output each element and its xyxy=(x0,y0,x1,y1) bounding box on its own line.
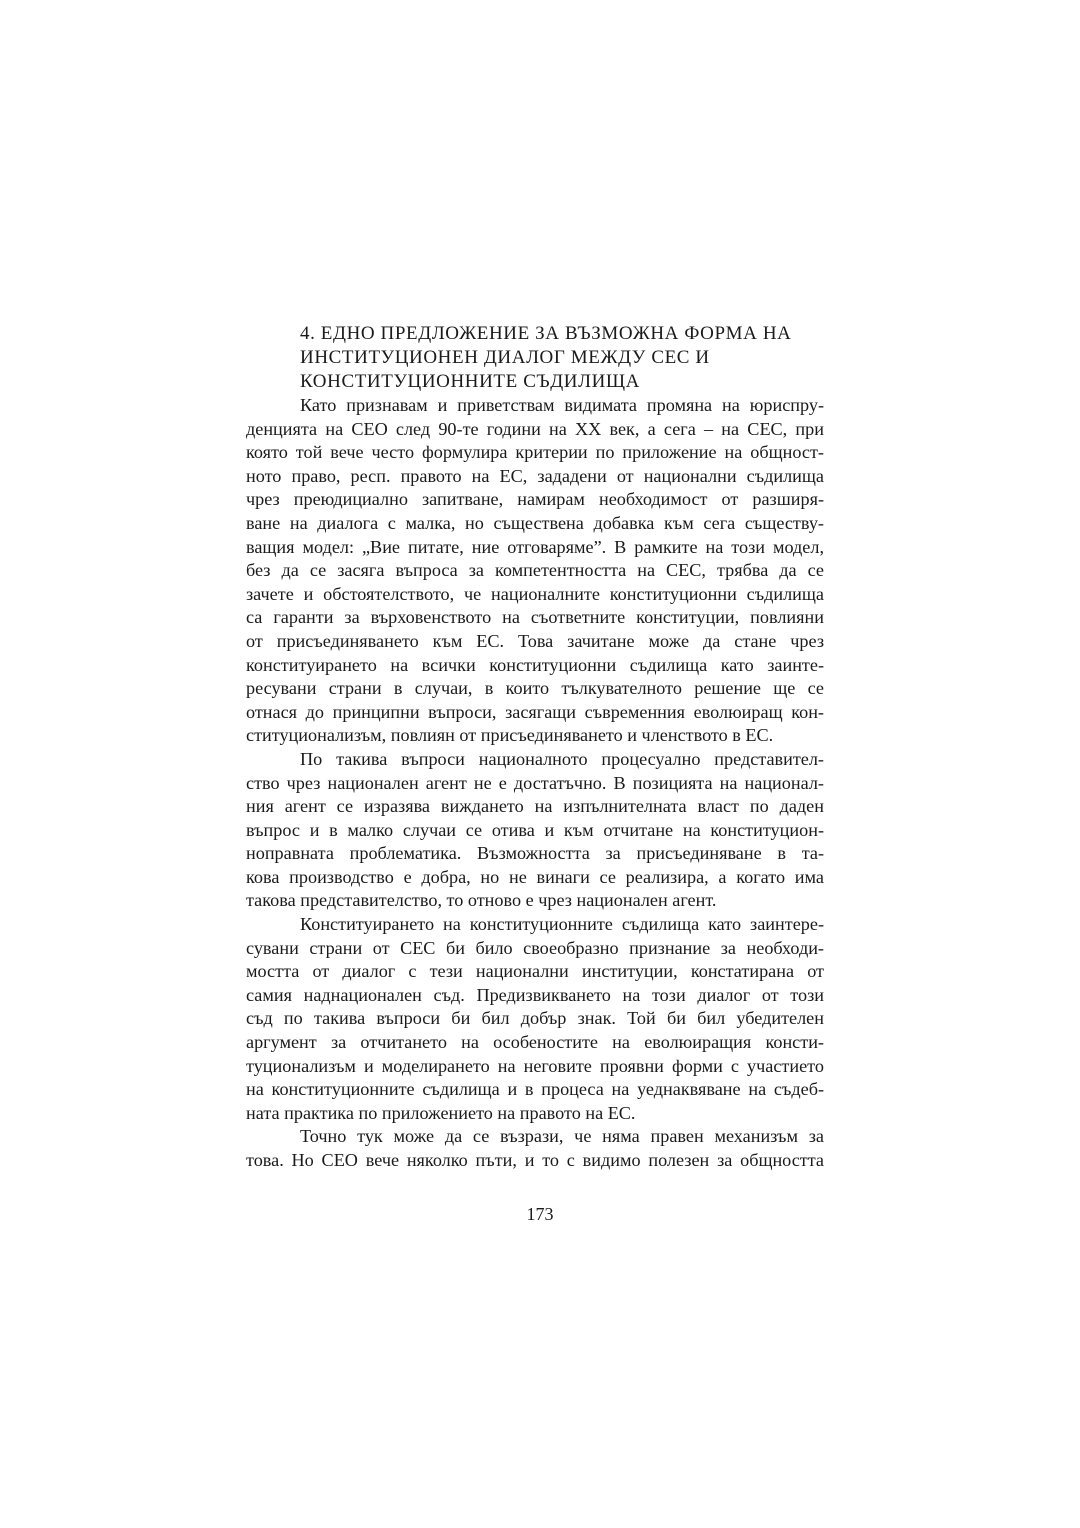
paragraph-line: ващия модел: „Вие питате, ние отговаряме”. В рамките на този модел, xyxy=(246,536,824,557)
paragraph-line: Точно тук може да се възрази, че няма правен механизъм за xyxy=(300,1126,824,1147)
paragraph-line: денцията на СЕО след 90-те години на ХХ век, а сега – на СЕС, при xyxy=(246,418,824,439)
paragraph-line: Като признавам и приветствам видимата промяна на юриспру- xyxy=(300,395,824,415)
paragraph-line: са гаранти за върховенството на съответните конституции, повлияни xyxy=(246,607,824,628)
paragraph-line: ституционализъм, повлиян от присъединяването и членството в ЕС. xyxy=(246,725,774,746)
paragraph-line: самия наднационален съд. Предизвикването на този диалог от този xyxy=(246,984,824,1005)
paragraph-line: ресувани страни в случаи, в които тълкувателното решение ще се xyxy=(246,678,824,699)
paragraph-line: ното право, респ. правото на ЕС, зададени от национални съдилища xyxy=(246,465,824,486)
paragraph xyxy=(246,913,824,1125)
paragraph xyxy=(246,1125,824,1172)
paragraph-line: това. Но СЕО вече няколко пъти, и то с видимо полезен за общността xyxy=(246,1150,824,1170)
paragraph-line: ноправната проблематика. Възможността за присъединяване в та- xyxy=(246,843,824,864)
paragraph-line: без да се засяга въпроса за компетентността на СЕС, трябва да се xyxy=(246,560,824,581)
paragraph-line: ване на диалога с малка, но съществена добавка към сега съществу- xyxy=(246,512,824,533)
paragraph-line: ство чрез национален агент не е достатъчно. В позицията на национал- xyxy=(246,772,824,793)
paragraph-line: на конституционните съдилища и в процеса на уеднаквяване на съдеб- xyxy=(246,1079,824,1100)
paragraph-line: конституирането на всички конституционни съдилища като заинте- xyxy=(246,654,824,675)
paragraph-line: от присъединяването към ЕС. Това зачитане може да стане чрез xyxy=(246,630,824,651)
paragraph-line: въпрос и в малко случаи се отива и към отчитане на конституцион- xyxy=(246,819,824,840)
section-heading xyxy=(300,322,824,394)
text-block xyxy=(246,322,824,1173)
paragraph-line: такова представителство, то отново е чрез национален агент. xyxy=(246,890,717,911)
paragraph-line: туционализъм и моделирането на неговите проявни форми с участието xyxy=(246,1055,824,1076)
paragraph-line: аргумент за отчитането на особеностите на еволюиращия консти- xyxy=(246,1032,824,1053)
paragraph-line: зачете и обстоятелството, че националните конституционни съдилища xyxy=(246,583,824,604)
paragraph-line: кова производство е добра, но не винаги се реализира, а когато има xyxy=(246,866,824,887)
paragraph-line: чрез преюдициално запитване, намирам необходимост от разширя- xyxy=(246,489,824,510)
paragraph-line: По такива въпроси националното процесуално представител- xyxy=(300,748,824,769)
paragraph xyxy=(246,748,824,913)
paragraph-line: съд по такива въпроси би бил добър знак. Той би бил убедителен xyxy=(246,1008,824,1029)
paragraph-line: Конституирането на конституционните съдилища като заинтере- xyxy=(300,914,824,935)
page-number: 173 xyxy=(526,1204,554,1224)
heading-line: ИНСТИТУЦИОНЕН ДИАЛОГ МЕЖДУ СЕС И xyxy=(300,347,710,368)
paragraph-line: ния агент се изразява виждането на изпълнителната власт по даден xyxy=(246,796,824,817)
paragraph-line: сувани страни от СЕС би било своеобразно признание за необходи- xyxy=(246,937,824,958)
paragraph-line: ната практика по приложението на правото на ЕС. xyxy=(246,1102,636,1123)
paragraph xyxy=(246,394,824,748)
paragraph-line: мостта от диалог с тези национални институции, констатирана от xyxy=(246,961,824,982)
heading-line: 4. ЕДНО ПРЕДЛОЖЕНИЕ ЗА ВЪЗМОЖНА ФОРМА НА xyxy=(300,323,792,344)
paragraph-line: отнася до принципни въпроси, засягащи съвременния еволюиращ кон- xyxy=(246,701,824,722)
heading-line: КОНСТИТУЦИОННИТЕ СЪДИЛИЩА xyxy=(300,371,641,392)
paragraph-line: която той вече често формулира критерии по приложение на общност- xyxy=(246,442,824,463)
